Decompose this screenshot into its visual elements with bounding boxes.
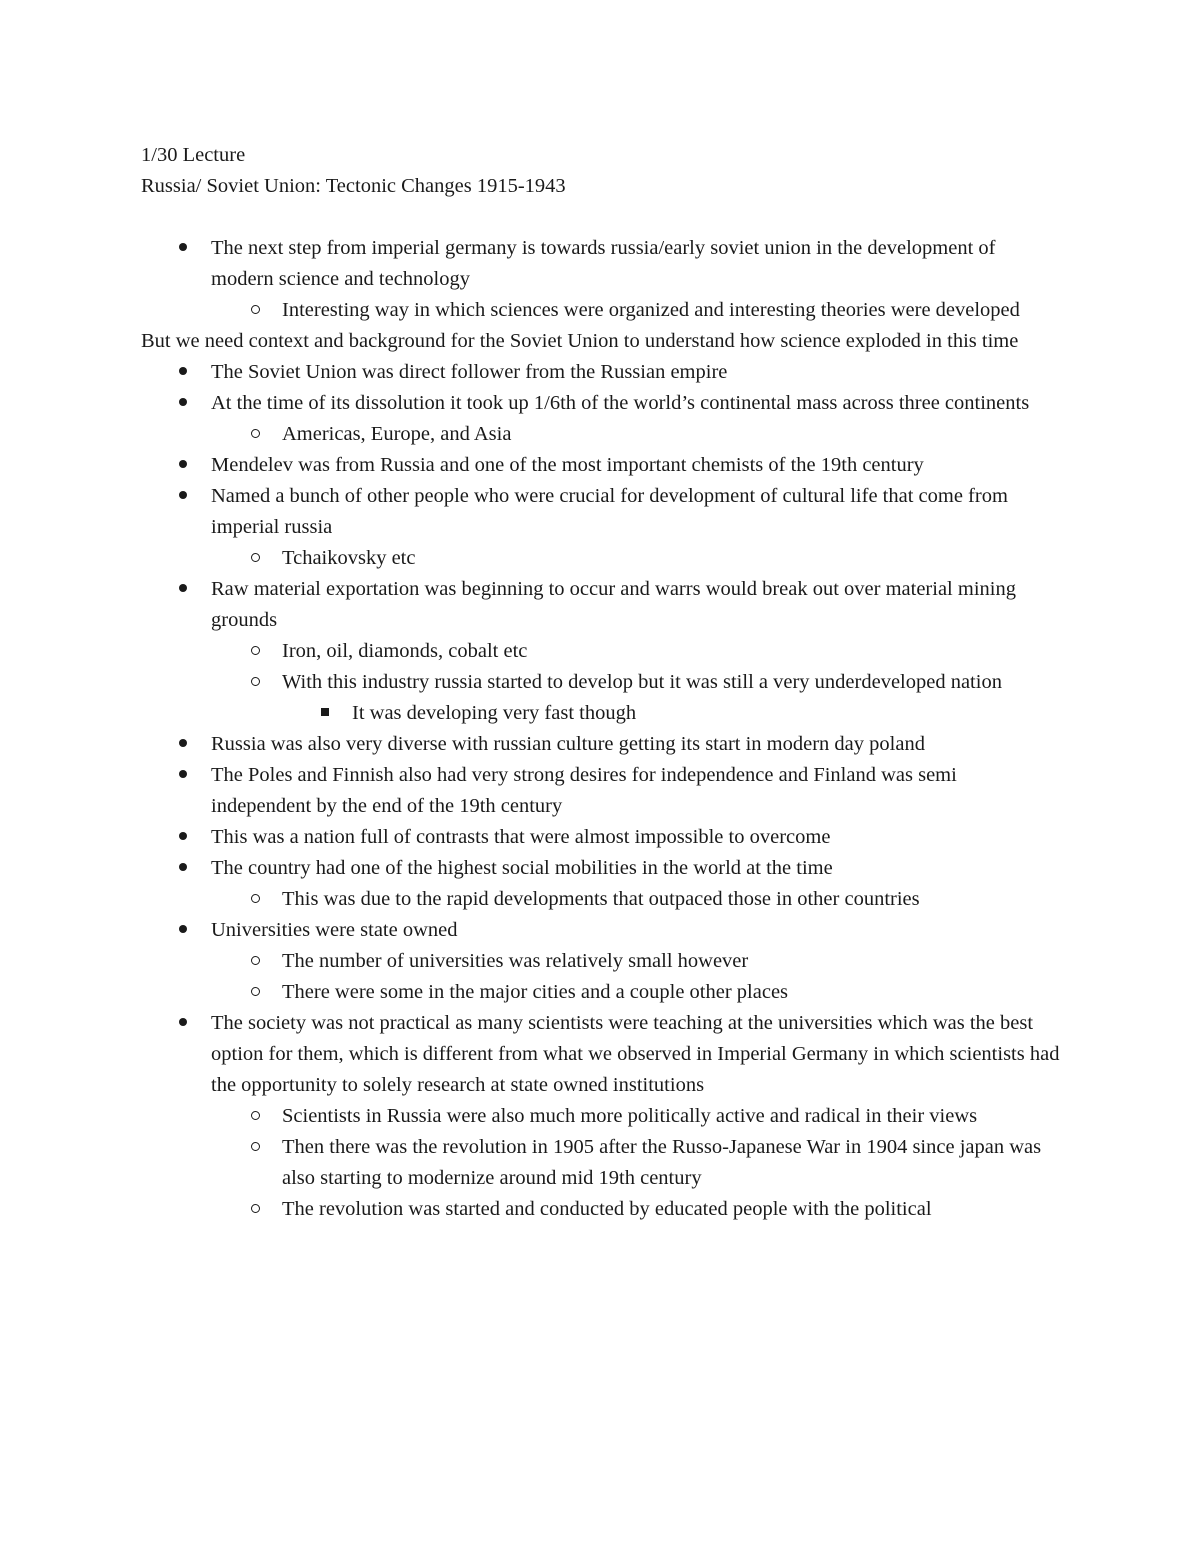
- lecture-date: 1/30 Lecture: [141, 144, 246, 166]
- list-item-text: It was developing very fast though: [352, 702, 637, 724]
- list-item: [141, 729, 1061, 760]
- list-item: [141, 915, 1061, 946]
- list-item: [141, 1008, 1061, 1101]
- list-item: [141, 760, 1061, 822]
- blank-line: [141, 202, 1061, 233]
- bullet-hollow-icon: [245, 884, 265, 915]
- bullet-list-2: [141, 357, 1061, 1225]
- bullet-hollow-icon: [245, 1101, 265, 1132]
- list-item: [141, 574, 1061, 636]
- list-item-text: The next step from imperial germany is towards russia/early soviet union in the development of modern science and technology: [211, 237, 996, 290]
- list-item: [141, 481, 1061, 543]
- bullet-hollow-icon: [245, 667, 265, 698]
- list-item-text: The country had one of the highest social mobilities in the world at the time: [211, 857, 833, 879]
- bullet-hollow-icon: [245, 977, 265, 1008]
- bullet-hollow-icon: [245, 543, 265, 574]
- bullet-square-icon: [315, 698, 335, 729]
- bullet-hollow-icon: [245, 1194, 265, 1225]
- bullet-filled-icon: [173, 1008, 193, 1039]
- list-item-text: This was a nation full of contrasts that were almost impossible to overcome: [211, 826, 831, 848]
- list-item: [141, 543, 1061, 574]
- bullet-filled-icon: [173, 760, 193, 791]
- document-title: Russia/ Soviet Union: Tectonic Changes 1915-1943: [141, 175, 566, 197]
- bullet-filled-icon: [173, 853, 193, 884]
- bullet-filled-icon: [173, 729, 193, 760]
- list-item: [141, 946, 1061, 977]
- list-item: [141, 977, 1061, 1008]
- list-item-text: There were some in the major cities and a couple other places: [282, 981, 789, 1003]
- bullet-filled-icon: [173, 388, 193, 419]
- list-item: [141, 853, 1061, 884]
- bullet-list-1: [141, 233, 1061, 326]
- list-item: [141, 419, 1061, 450]
- bullet-hollow-icon: [245, 946, 265, 977]
- list-item-text: Universities were state owned: [211, 919, 458, 941]
- bullet-hollow-icon: [245, 1132, 265, 1163]
- list-item-text: Mendelev was from Russia and one of the most important chemists of the 19th century: [211, 454, 924, 476]
- list-item-text: With this industry russia started to develop but it was still a very underdeveloped nation: [282, 671, 1002, 693]
- list-item-text: Interesting way in which sciences were organized and interesting theories were developed: [282, 299, 1020, 321]
- list-item-text: The Soviet Union was direct follower from the Russian empire: [211, 361, 728, 383]
- bullet-filled-icon: [173, 233, 193, 264]
- list-item: [141, 233, 1061, 295]
- list-item-text: This was due to the rapid developments that outpaced those in other countries: [282, 888, 920, 910]
- list-item: [141, 450, 1061, 481]
- list-item-text: Raw material exportation was beginning to occur and warrs would break out over material mining grounds: [211, 578, 1016, 631]
- list-item: [141, 357, 1061, 388]
- bullet-filled-icon: [173, 357, 193, 388]
- list-item-text: Then there was the revolution in 1905 after the Russo-Japanese War in 1904 since japan was also starting to modernize around mid 19th century: [282, 1136, 1042, 1189]
- list-item: [141, 295, 1061, 326]
- list-item-text: Named a bunch of other people who were crucial for development of cultural life that come from imperial russia: [211, 485, 1008, 538]
- bullet-filled-icon: [173, 574, 193, 605]
- bullet-hollow-icon: [245, 636, 265, 667]
- list-item-text: The number of universities was relatively small however: [282, 950, 749, 972]
- bullet-hollow-icon: [245, 419, 265, 450]
- list-item-text: Americas, Europe, and Asia: [282, 423, 512, 445]
- list-item: [141, 884, 1061, 915]
- list-item: [141, 698, 1061, 729]
- bullet-filled-icon: [173, 915, 193, 946]
- list-item: [141, 667, 1061, 698]
- list-item-text: Scientists in Russia were also much more politically active and radical in their views: [282, 1105, 978, 1127]
- list-item-text: Tchaikovsky etc: [282, 547, 416, 569]
- list-item-text: At the time of its dissolution it took up 1/6th of the world’s continental mass across three continents: [211, 392, 1030, 414]
- bullet-filled-icon: [173, 822, 193, 853]
- list-item-text: Russia was also very diverse with russian culture getting its start in modern day poland: [211, 733, 925, 755]
- list-item: [141, 388, 1061, 419]
- list-item: [141, 822, 1061, 853]
- list-item-text: Iron, oil, diamonds, cobalt etc: [282, 640, 528, 662]
- list-item-text: The Poles and Finnish also had very strong desires for independence and Finland was semi independent by the end of the 19th century: [211, 764, 957, 817]
- bullet-hollow-icon: [245, 295, 265, 326]
- list-item: [141, 1132, 1061, 1194]
- document-page: [141, 140, 1061, 1225]
- list-item-text: The revolution was started and conducted by educated people with the political: [282, 1198, 932, 1220]
- context-paragraph: But we need context and background for the Soviet Union to understand how science exploded in this time: [141, 330, 1019, 352]
- bullet-filled-icon: [173, 481, 193, 512]
- bullet-filled-icon: [173, 450, 193, 481]
- list-item: [141, 636, 1061, 667]
- list-item: [141, 1194, 1061, 1225]
- list-item-text: The society was not practical as many scientists were teaching at the universities which was the best option for them, which is different from what we observed in Imperial Germany in which scientists had the opportunity to solely research at state owned institutions: [211, 1012, 1060, 1096]
- list-item: [141, 1101, 1061, 1132]
